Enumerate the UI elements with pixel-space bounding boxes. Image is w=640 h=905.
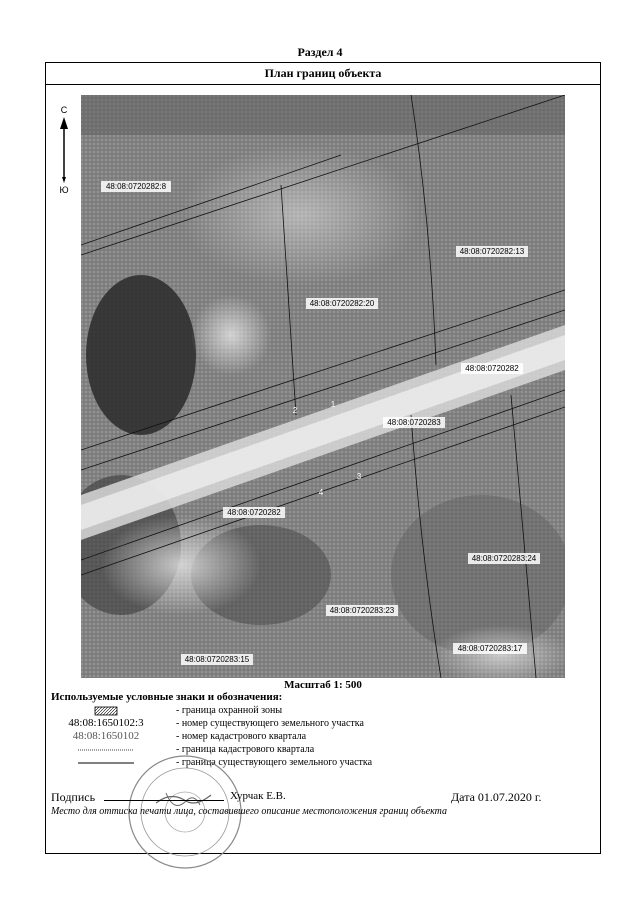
section-title: Раздел 4 [297,45,343,59]
parcel-label: 48:08:0720282:8 [105,182,167,191]
legend-row [46,730,600,743]
legend-symbol: 48:08:1650102:3 [68,717,144,729]
document-date: Дата 01.07.2020 г. [451,790,542,804]
dark-area [86,275,196,435]
parcel-label: 48:08:0720283:23 [329,606,395,615]
signature-line [104,800,224,801]
point-label: 1 [330,400,336,409]
dark-area [81,95,565,135]
legend-description: - номер кадастрового квартала [176,731,307,742]
document-frame [45,62,601,854]
aerial-map[interactable] [81,95,565,678]
legend-title: Используемые условные знаки и обозначения: [51,691,283,703]
point-label: 3 [356,472,362,481]
parcel-label: 48:08:0720282 [465,364,519,373]
point-label: 2 [292,406,298,415]
map-canvas [81,95,565,678]
legend-description: - граница существующего земельного участка [176,757,373,768]
legend-row [46,717,600,730]
legend-description: - номер существующего земельного участка [176,718,364,729]
compass-south-label: Ю [59,185,69,195]
bright-area [191,295,271,375]
parcel-label: 48:08:0720282:20 [309,299,375,308]
scale-label: Масштаб 1: 500 [284,679,362,691]
parcel-label: 48:08:0720283:15 [184,655,250,664]
stamp-place-note: Место для оттиска печати лица, составившего описание местоположения границ объекта [51,806,448,817]
parcel-label: 48:08:0720283:17 [453,643,527,654]
signature-label: Подпись [51,790,96,804]
signatory-name: Хурчак Е.В. [230,790,286,802]
legend-description: - граница охранной зоны [176,705,283,716]
parcel-label: 48:08:0720282:13 [459,247,525,256]
parcel-label: 48:08:0720283 [387,418,441,427]
point-label: 4 [318,488,324,497]
bright-area [181,145,421,285]
parcel-label: 48:08:0720283:24 [471,554,537,563]
legend-symbol [56,704,156,717]
protection-zone-symbol-icon [94,706,118,716]
legend-row [46,704,600,717]
compass [57,105,71,215]
compass-north-label: С [60,105,68,115]
legend-description: - граница кадастрового квартала [176,744,315,755]
bright-area [101,515,261,615]
legend-symbol: 48:08:1650102 [72,730,140,742]
plan-header: План границ объекта [46,63,600,85]
parcel-label: 48:08:0720282 [227,508,281,517]
